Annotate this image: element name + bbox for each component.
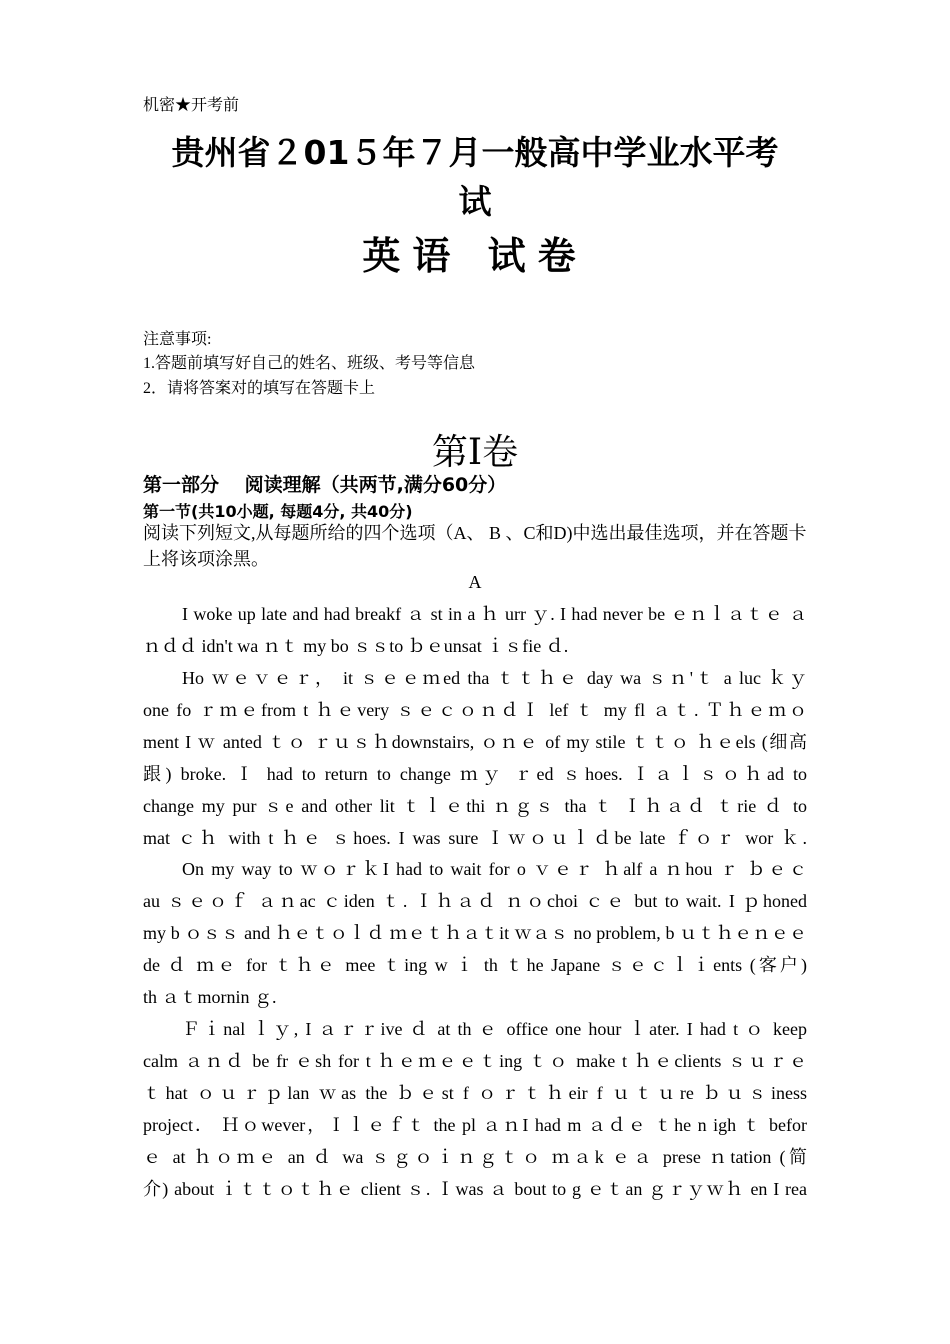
exam-subject-title: 英语 试卷 xyxy=(362,234,588,278)
volume-heading: 第Ⅰ卷 xyxy=(431,432,519,472)
passage-line: Ｆｉnal ｌｙ, I ａｒｒive ｄ at th ｅ office one hour ｌater. I had t ｏ keep xyxy=(182,1019,807,1039)
passage-line: th ａｔmornin ｇ. xyxy=(143,987,277,1007)
passage-line: my b ｏｓｓ and ｈｅｔｏｌｄ ｍｅｔｈａｔit ｗａｓ no problem, b ｕｔｈｅｎｅｅ xyxy=(143,923,807,943)
passage-line: ｎｄｄ idn't wa ｎｔ my bo ｓｓto ｂｅunsat ｉｓfie ｄ. xyxy=(143,636,569,656)
passage-line: I woke up late and had breakf ａ st in a ｈ urr ｙ. I had never be ｅｎｌａｔｅ ａ xyxy=(182,604,807,624)
passage-line: ｔhat ｏｕｒｐlan ｗas the ｂｅst f ｏｒｔｈeir f ｕｔｕre ｂｕｓiness xyxy=(143,1083,807,1103)
exam-title-line-2: 试 xyxy=(458,182,492,221)
note-item-1: 1.答题前填写好自己的姓名、班级、考号等信息 xyxy=(143,355,476,372)
note-item-2: 2．请将答案对的填写在答题卡上 xyxy=(143,380,376,397)
passage-line: project． Ｈｏwever，Ｉｌｅｆｔ the pl ａｎI had m ａｄｅ ｔhe n igh ｔ befor xyxy=(143,1115,807,1135)
part-heading: 第一部分 阅读理解（共两节,满分60分） xyxy=(143,474,507,496)
passage-line: 跟) broke. Ｉ had to return to change ｍｙ ｒed ｓhoes. Ｉａｌｓｏｈad to xyxy=(143,764,807,784)
passage-line: On my way to ｗｏｒｋI had to wait for o ｖｅｒ ｈalf a ｎhou ｒ ｂｅｃ xyxy=(182,859,807,879)
passage-label: A xyxy=(468,572,482,592)
passage-line: change my pur ｓe and other lit ｔｌｅthi ｎｇｓ tha ｔ Ｉｈａｄ ｔrie ｄ to xyxy=(143,796,807,816)
exam-title-line-1: 贵州省２01５年７月一般高中学业水平考 xyxy=(171,133,779,172)
passage-line: ment I ｗ anted ｔｏ ｒｕｓｈdownstairs, ｏｎｅ of my stile ｔｔｏ ｈｅels (细高 xyxy=(143,732,807,752)
passage-line: de ｄ ｍｅ for ｔｈｅ mee ｔing w ｉ th ｔhe Japane ｓｅｃｌｉents (客户) xyxy=(143,955,807,975)
passage-line: mat ｃｈ with t ｈｅ ｓhoes. I was sure Ｉｗｏｕｌｄbe late ｆｏｒ wor ｋ. xyxy=(143,828,807,848)
passage-line: calm ａｎｄ be fr ｅsh for t ｈｅｍｅｅｔing ｔｏ make t ｈｅclients ｓｕｒｅ xyxy=(143,1051,807,1071)
confidential-label: 机密★开考前 xyxy=(143,97,240,114)
passage-line: ｅ at ｈｏｍｅ an ｄ wa ｓｇｏｉｎｇｔｏ ｍａk ｅａ prese ｎtation (简 xyxy=(143,1147,807,1167)
passage-line: 介) about ｉｔｔｏｔｈｅ client ｓ. Ｉwas ａ bout to g ｅｔan ｇｒｙｗｈ en I rea xyxy=(143,1179,807,1199)
passage-line: one fo ｒｍｅfrom t ｈｅvery ｓｅｃｏｎｄＩ lef ｔ my fl ａｔ. Ｔｈｅｍｏ xyxy=(143,700,807,720)
reading-instructions: 阅读下列短文,从每题所给的四个选项（A、 B 、C和D)中选出最佳选项，并在答题卡上将该项涂黑。 xyxy=(143,523,807,569)
passage-line: au ｓｅｏｆ ａｎac ｃiden ｔ. Ｉｈａｄ ｎｏchoi ｃｅ but to wait. I ｐhoned xyxy=(143,891,807,911)
notes-heading: 注意事项: xyxy=(143,331,212,348)
passage-line: Ho ｗｅｖｅｒ， it ｓｅｅｍed tha ｔｔｈｅ day wa ｓｎ'ｔ a luc ｋｙ xyxy=(182,668,807,688)
section-heading: 第一节(共10小题, 每题4分, 共40分) xyxy=(143,502,413,521)
